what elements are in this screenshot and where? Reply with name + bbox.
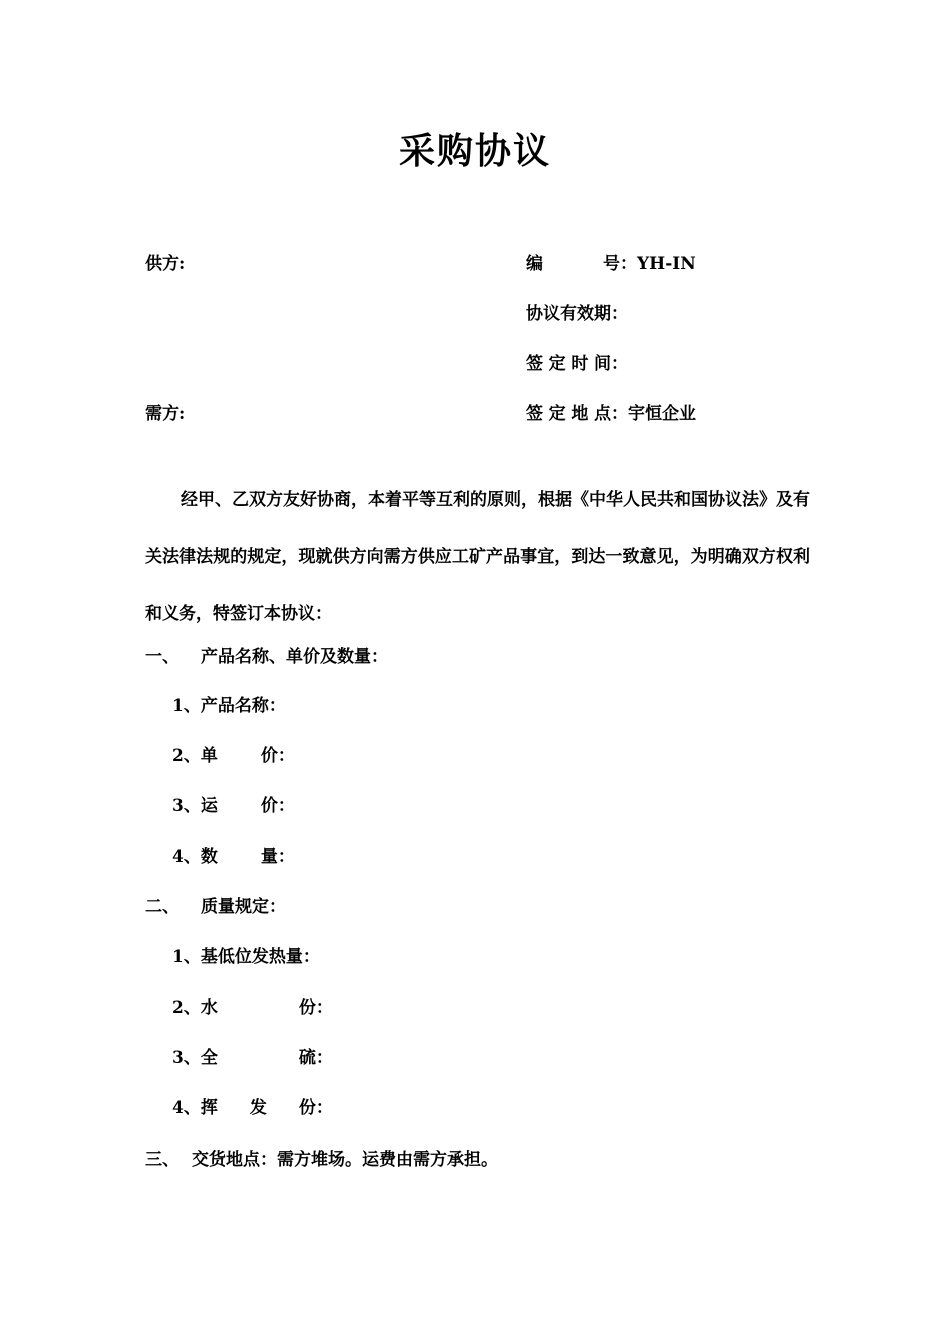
section-3-title: 交货地点：需方堆场。运费由需方承担。 — [192, 1150, 498, 1170]
buyer-label: 需方: — [145, 404, 186, 424]
section-2-number: 二、 — [145, 897, 179, 917]
sign-time-label: 签 定 时 间 — [526, 354, 611, 374]
section-2-item-4: 4、 挥 发 份 ： — [172, 1098, 333, 1118]
sign-place-value: 宇恒企业 — [628, 404, 696, 424]
section-1-title: 产品名称、单价及数量： — [201, 647, 388, 667]
sign-place-label: 签 定 地 点 — [526, 404, 611, 424]
agreement-number-label: 编 号 — [526, 254, 620, 274]
intro-paragraph: 经甲、乙双方友好协商，本着平等互利的原则，根据《中华人民共和国协议法》及有关法律法规的规定，现就供方向需方供应工矿产品事宜，到达一致意见，为明确双方权利和义务，特签订本协议： — [145, 490, 810, 624]
section-2-item-3: 3、 全 硫 ： — [172, 1048, 333, 1068]
section-1-item-4: 4、 数 量 ： — [172, 847, 295, 867]
validity-label: 协议有效期： — [526, 304, 628, 324]
agreement-number-value: YH-IN — [637, 254, 696, 274]
section-1-item-2: 2、 单 价 ： — [172, 746, 295, 766]
sign-time: 签 定 时 间 ： — [526, 354, 628, 374]
section-2-item-2: 2、 水 份 ： — [172, 998, 333, 1018]
page-title: 采购协议 — [398, 130, 551, 172]
section-3-heading — [145, 1148, 498, 1172]
section-1-heading — [145, 645, 388, 669]
agreement-number: 编 号 ：YH-IN — [526, 254, 696, 274]
section-1-item-3: 3、 运 价 ： — [172, 796, 295, 816]
supplier-label: 供方: — [145, 254, 186, 274]
sign-place: 签 定 地 点 ：宇恒企业 — [526, 404, 696, 424]
section-2-title: 质量规定： — [201, 897, 286, 917]
section-1-item-1: 1、产品名称： — [172, 696, 286, 716]
section-3-number: 三、 — [145, 1150, 179, 1170]
section-2-item-1: 1、基低位发热量： — [172, 947, 320, 967]
section-2-heading — [145, 895, 286, 919]
section-1-number: 一、 — [145, 647, 179, 667]
